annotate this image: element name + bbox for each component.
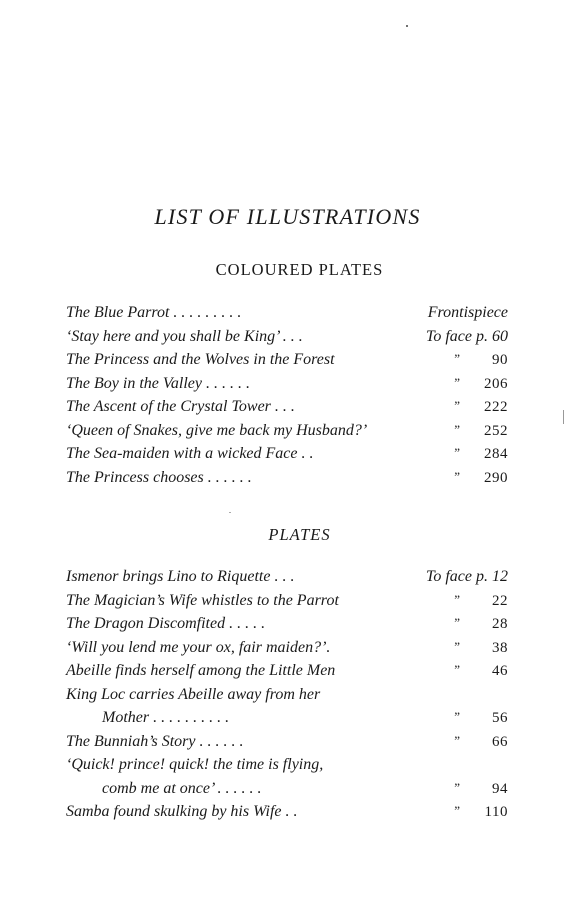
page-reference: Frontispiece xyxy=(427,304,508,321)
list-item xyxy=(66,375,510,399)
ditto-mark: ” xyxy=(454,615,460,630)
list-item xyxy=(66,756,510,780)
list-item xyxy=(66,709,510,733)
list-item xyxy=(66,351,510,375)
page-number: 66 xyxy=(492,733,508,750)
illustration-title-continued: Mother . . . . . . . . . . xyxy=(102,709,230,726)
list-item xyxy=(66,304,510,328)
page-reference: To face p. 60 xyxy=(425,327,508,345)
illustration-title: The Ascent of the Crystal Tower . . . xyxy=(66,398,295,415)
page-number: 206 xyxy=(484,375,508,392)
list-item xyxy=(66,568,510,592)
illustration-title: ‘Stay here and you shall be King’ . . . xyxy=(66,327,303,345)
illustration-title: The Sea-maiden with a wicked Face . . xyxy=(66,445,314,462)
illustration-title: The Magician’s Wife whistles to the Parrot xyxy=(66,591,339,609)
page-number: 46 xyxy=(492,663,508,679)
page-reference: To face p. 12 xyxy=(425,568,508,585)
illustration-list-plates xyxy=(66,568,510,827)
page-number: 252 xyxy=(484,422,508,439)
ditto-mark: ” xyxy=(454,803,460,818)
illustration-title: Ismenor brings Lino to Riquette . . . xyxy=(66,568,295,585)
page-number: 56 xyxy=(492,710,508,726)
illustration-title: King Loc carries Abeille away from her xyxy=(66,685,321,703)
illustration-title: Abeille finds herself among the Little Men xyxy=(66,662,336,679)
ditto-mark: ” xyxy=(454,351,460,366)
list-item xyxy=(66,398,510,422)
illustration-title: ‘Will you lend me your ox, fair maiden?’. xyxy=(66,638,331,656)
ditto-mark: ” xyxy=(454,468,460,484)
list-item xyxy=(66,803,510,827)
illustration-title: The Princess chooses . . . . . . xyxy=(66,468,252,486)
section-heading-plates: PLATES xyxy=(268,525,331,544)
illustration-title: The Bunniah’s Story . . . . . . xyxy=(66,732,244,750)
page-number: 222 xyxy=(484,399,508,415)
list-item xyxy=(66,445,510,469)
list-item xyxy=(66,592,510,616)
list-item xyxy=(66,686,510,710)
ditto-mark: ” xyxy=(454,638,460,654)
page-number: 110 xyxy=(484,804,508,820)
page-speck xyxy=(229,512,231,513)
ditto-mark: ” xyxy=(454,732,460,748)
illustration-title-continued: comb me at once’ . . . . . . xyxy=(102,779,262,797)
page-speck xyxy=(406,25,408,27)
list-item xyxy=(66,422,510,446)
page-number: 290 xyxy=(484,469,508,486)
illustration-title: The Blue Parrot . . . . . . . . . xyxy=(66,304,242,321)
page-number: 22 xyxy=(492,592,508,609)
page-title: LIST OF ILLUSTRATIONS xyxy=(154,204,421,229)
illustration-title: Samba found skulking by his Wife . . xyxy=(66,803,298,820)
illustration-title: The Boy in the Valley . . . . . . xyxy=(66,374,250,392)
ditto-mark: ” xyxy=(454,445,460,460)
illustration-title: The Dragon Discomfited . . . . . xyxy=(66,615,266,632)
page-number: 38 xyxy=(492,639,508,656)
list-item xyxy=(66,469,510,493)
illustration-title: ‘Queen of Snakes, give me back my Husband?’ xyxy=(66,421,368,439)
illustration-title: ‘Quick! prince! quick! the time is flying, xyxy=(66,756,324,773)
page-number: 284 xyxy=(484,446,508,462)
list-item xyxy=(66,615,510,639)
illustration-list-coloured-plates xyxy=(66,304,510,492)
list-item xyxy=(66,328,510,352)
page-number: 94 xyxy=(492,780,508,797)
ditto-mark: ” xyxy=(454,374,460,390)
list-item xyxy=(66,662,510,686)
page-edge-mark xyxy=(563,410,564,424)
page-number: 90 xyxy=(492,352,508,368)
ditto-mark: ” xyxy=(454,662,460,677)
ditto-mark: ” xyxy=(454,398,460,413)
ditto-mark: ” xyxy=(454,779,460,795)
ditto-mark: ” xyxy=(454,421,460,437)
list-item xyxy=(66,733,510,757)
section-heading-coloured-plates: COLOURED PLATES xyxy=(215,260,384,279)
list-item xyxy=(66,639,510,663)
ditto-mark: ” xyxy=(454,591,460,607)
ditto-mark: ” xyxy=(454,709,460,724)
illustration-title: The Princess and the Wolves in the Forest xyxy=(66,351,335,368)
list-item xyxy=(66,780,510,804)
page-number: 28 xyxy=(492,616,508,632)
